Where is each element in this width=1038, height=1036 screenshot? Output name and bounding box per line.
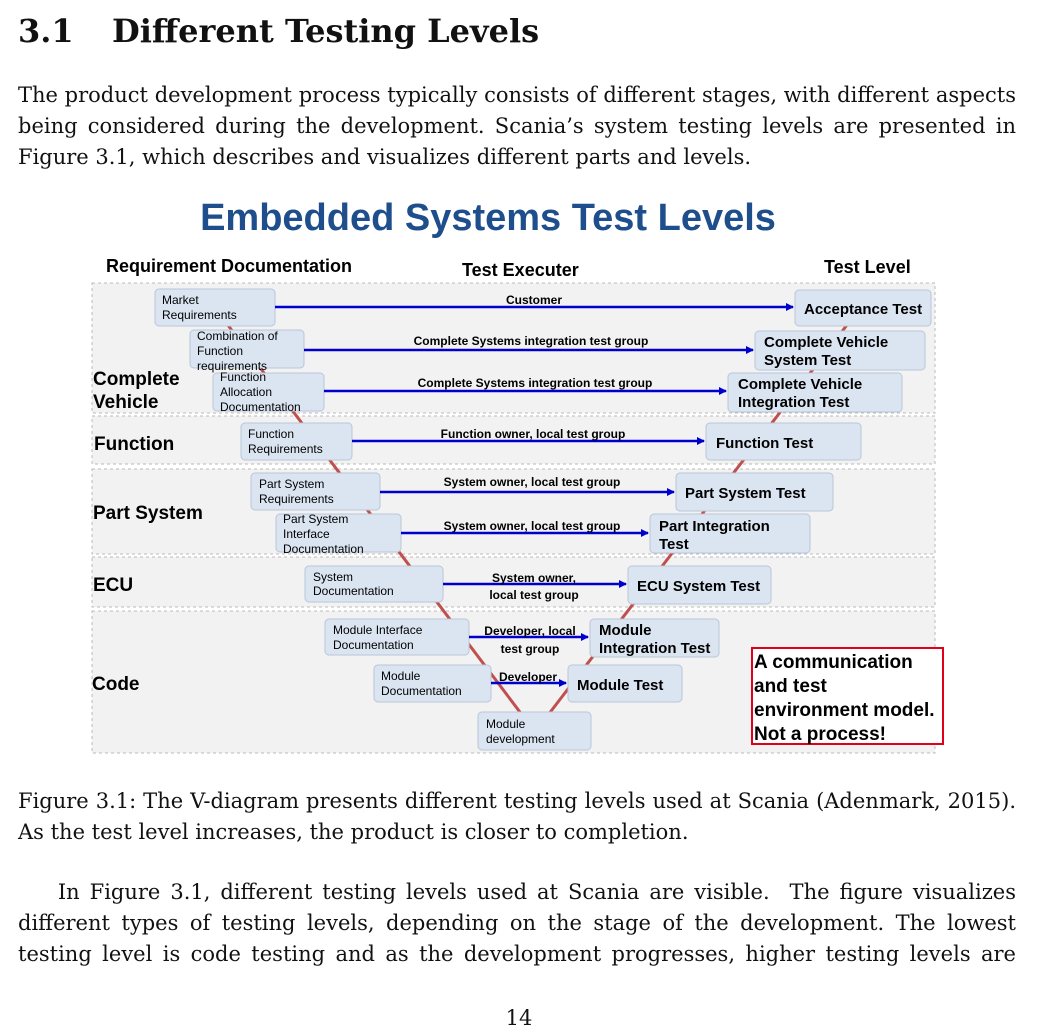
band-label-part-system: Part System — [93, 503, 203, 524]
intro-paragraph — [18, 80, 1016, 173]
section-heading — [18, 12, 539, 50]
arrow-label-developer-local: Developer, local test group — [484, 624, 576, 656]
left-box-system-documentation — [305, 566, 443, 602]
band-label-code: Code — [92, 674, 140, 695]
page-number: 14 — [505, 1006, 533, 1030]
svg-text:Combination ofFunctionrequirem: Combination of Function requirements — [197, 329, 278, 373]
left-box-combination-function — [190, 329, 304, 373]
figure-title: Embedded Systems Test Levels — [200, 197, 776, 239]
caption-line: Figure 3.1: The V-diagram presents different testing levels used at Scania (Adenmark, 2015). — [18, 789, 1016, 813]
arrow-label-system-owner-2: System owner, local test group — [443, 519, 621, 533]
arrow-label-systems-2: Complete Systems integration test group — [417, 376, 653, 390]
right-box-complete-vehicle-system-test — [755, 331, 925, 370]
header-requirement: Requirement Documentation — [106, 256, 353, 276]
header-level: Test Level — [824, 257, 911, 277]
right-box-part-system-test — [676, 473, 833, 511]
figure-caption — [18, 786, 1016, 848]
band-label-complete-vehicle: Complete Vehicle — [93, 369, 180, 413]
caption-line: As the test level increases, the product is closer to completion. — [18, 820, 689, 844]
svg-text:ModuleDocumentation: Module Documentation — [381, 669, 462, 698]
arrow-label-customer: Customer — [505, 293, 563, 307]
arrow-label-function-owner: Function owner, local test group — [440, 427, 626, 441]
arrow-label-developer: Developer — [498, 670, 558, 684]
svg-text:Part System Test: Part System Test — [685, 485, 806, 502]
body-line: testing level is code testing and as the development progresses, higher testing levels are — [18, 942, 1016, 966]
left-box-part-system-interface — [276, 512, 401, 556]
svg-text:Acceptance Test: Acceptance Test — [804, 301, 923, 318]
intro-line: Figure 3.1, which describes and visualizes different parts and levels. — [18, 145, 752, 169]
svg-text:Part SystemRequirements: Part System Requirements — [259, 477, 334, 506]
arrow-label-systems-1: Complete Systems integration test group — [413, 334, 649, 348]
v-diagram-figure — [0, 180, 1038, 765]
svg-text:ModuleIntegration Test: Module Integration Test — [599, 622, 711, 657]
svg-text:MarketRequirements: Market Requirements — [162, 293, 237, 322]
right-box-part-integration-test — [650, 514, 810, 553]
right-box-complete-vehicle-integration-test — [728, 373, 902, 412]
svg-text:ECU System Test: ECU System Test — [637, 578, 761, 595]
svg-text:A communication and test: A communication and test environment model. Not a process! — [754, 652, 935, 745]
band-label-ecu: ECU — [93, 575, 134, 596]
svg-text:Moduledevelopment: Module development — [486, 717, 555, 746]
intro-line: The product development process typically consists of different stages, with different aspects — [18, 83, 1016, 107]
band-label-function: Function — [94, 434, 175, 455]
right-box-module-integration-test — [590, 619, 719, 657]
left-box-function-allocation — [213, 370, 324, 414]
right-box-module-test — [568, 665, 682, 702]
note-box — [752, 648, 943, 745]
svg-text:Module InterfaceDocumentation: Module Interface Documentation — [333, 623, 423, 652]
left-box-market-requirements — [155, 289, 275, 326]
body-line: different types of testing levels, depending on the stage of the development. The lowest — [18, 911, 1016, 935]
left-box-function-requirements — [241, 423, 352, 460]
left-box-module-documentation — [374, 665, 491, 702]
left-box-part-system-requirements — [251, 473, 380, 510]
svg-text:FunctionRequirements: Function Requirements — [248, 427, 323, 456]
header-executer: Test Executer — [462, 260, 579, 280]
right-box-function-test — [706, 423, 861, 460]
left-box-module-interface — [325, 619, 469, 655]
section-number: 3.1 — [18, 12, 74, 50]
svg-text:Part IntegrationTest: Part Integration Test — [659, 518, 770, 553]
section-title: Different Testing Levels — [112, 12, 540, 50]
svg-text:Function Test: Function Test — [716, 435, 814, 452]
arrow-label-system-owner-1: System owner, local test group — [443, 475, 621, 489]
svg-text:FunctionAllocationDocumentatio: Function Allocation Documentation — [220, 370, 301, 414]
right-box-ecu-system-test — [628, 566, 771, 604]
svg-text:Complete VehicleIntegration Te: Complete Vehicle Integration Test — [738, 376, 863, 411]
right-box-acceptance-test — [795, 290, 931, 326]
svg-text:Part SystemInterfaceDocumentat: Part System Interface Documentation — [283, 512, 364, 556]
svg-text:Module Test: Module Test — [577, 677, 664, 694]
bottom-box-module-development — [478, 712, 591, 750]
body-paragraph — [18, 877, 1016, 970]
intro-line: being considered during the development. Scania’s system testing levels are presented in — [18, 114, 1016, 138]
svg-text:Complete VehicleSystem Test: Complete Vehicle System Test — [764, 334, 889, 369]
arrow-label-system-owner-ecu: System owner, local test group — [489, 571, 579, 602]
svg-text:SystemDocumentation: System Documentation — [313, 570, 394, 598]
body-line: In Figure 3.1, different testing levels used at Scania are visible. The figure visualizes — [18, 880, 1016, 904]
